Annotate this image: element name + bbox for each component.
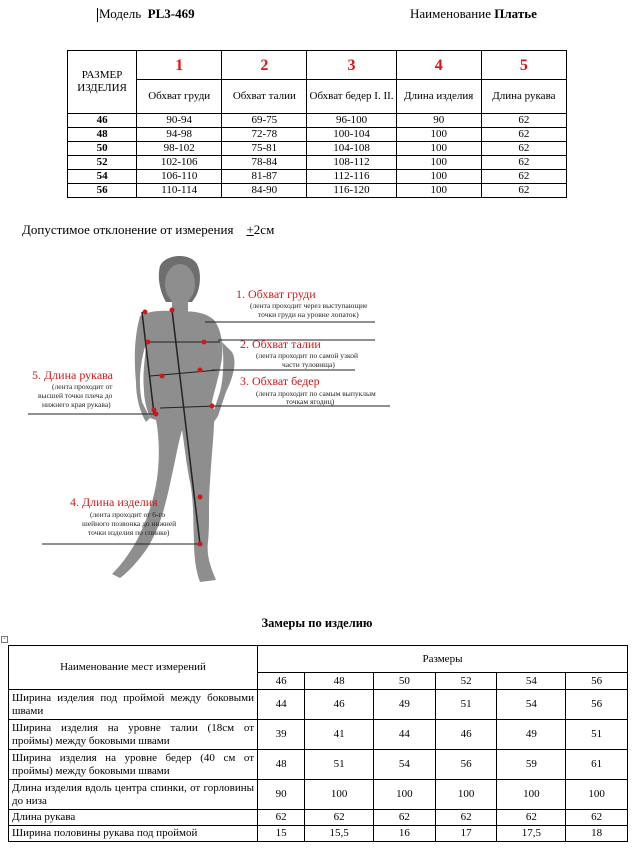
measure-name: Ширина изделия на уровне бедер (40 см от проймы) между боковыми швами [9,750,258,780]
value-cell: 104-108 [307,142,396,156]
table-move-handle-icon[interactable]: + [1,636,8,643]
col-num-5: 5 [481,51,566,80]
measure-name: Длина изделия вдоль центра спинки, от горловины до низа [9,780,258,810]
col-num-4: 4 [396,51,481,80]
size-corner-header [68,51,137,114]
plus-minus-sign: + [246,222,254,237]
label-length-note-2: шейного позвонка до нижней [82,519,177,528]
col-label-5: Длина рукава [481,80,566,114]
measure-value: 15,5 [305,826,374,842]
measure-value: 54 [497,690,566,720]
measure-value: 51 [435,690,497,720]
label-chest-note-2: точки груди на уровне лопаток) [258,310,359,319]
size-table [67,50,567,198]
measure-name: Длина рукава [9,810,258,826]
measure-value: 100 [566,780,628,810]
measure-value: 48 [258,750,305,780]
table-row [68,170,567,184]
name-value: Платье [494,6,537,21]
label-sleeve-note-1: (лента проходит от [52,382,113,391]
measure-value: 39 [258,720,305,750]
tolerance-text: Допустимое отклонение от измерения [22,222,234,237]
col-label-3: Обхват бедер I. II. [307,80,396,114]
col-label-2: Обхват талии [222,80,307,114]
measure-value: 17 [435,826,497,842]
value-cell: 112-116 [307,170,396,184]
label-waist-title: 2. Обхват талии [240,337,321,351]
col-num-1: 1 [137,51,222,80]
value-cell: 62 [481,156,566,170]
value-cell: 84-90 [222,184,307,198]
value-cell: 100 [396,184,481,198]
measure-value: 100 [497,780,566,810]
table-row [9,826,628,842]
measure-value: 100 [305,780,374,810]
label-waist-note-2: части туловища) [282,360,335,369]
garment-table-title: Замеры по изделию [261,616,373,630]
value-cell: 78-84 [222,156,307,170]
label-sleeve-note-2: высшей точки плеча до [38,391,113,400]
table-row [9,810,628,826]
measure-value: 46 [435,720,497,750]
table-row [68,142,567,156]
table-row [9,690,628,720]
table-row [9,720,628,750]
sizes-header: Размеры [258,646,628,673]
size-cell: 48 [68,128,137,142]
table-row [68,128,567,142]
table-row [68,156,567,170]
measure-name-header-text: Наименование мест измерений [60,661,206,673]
label-sleeve-note-3: нижнего края рукава) [42,400,111,409]
measure-value: 62 [566,810,628,826]
tolerance-value: 2см [253,222,275,237]
measure-value: 62 [497,810,566,826]
size-col-header: 56 [566,673,628,690]
measure-value: 46 [305,690,374,720]
label-hips-note-2: точкам ягодиц) [286,397,335,406]
measure-value: 62 [435,810,497,826]
measure-value: 51 [566,720,628,750]
measure-value: 54 [374,750,436,780]
measure-value: 49 [497,720,566,750]
size-cell: 56 [68,184,137,198]
label-chest-note-1: (лента проходит через выступающие [250,301,368,310]
size-col-header: 46 [258,673,305,690]
garment-measurements-table [8,645,628,842]
col-label-1: Обхват груди [137,80,222,114]
value-cell: 116-120 [307,184,396,198]
value-cell: 81-87 [222,170,307,184]
measure-value: 61 [566,750,628,780]
value-cell: 62 [481,184,566,198]
value-cell: 62 [481,170,566,184]
name-label: Наименование [410,6,491,21]
table-row [68,114,567,128]
value-cell: 102-106 [137,156,222,170]
measure-value: 41 [305,720,374,750]
measure-name-header [9,646,258,690]
size-col-header: 52 [435,673,497,690]
value-cell: 62 [481,142,566,156]
label-hips-title: 3. Обхват бедер [240,374,320,388]
size-col-header: 50 [374,673,436,690]
value-cell: 90 [396,114,481,128]
value-cell: 100 [396,170,481,184]
label-length-title: 4. Длина изделия [70,495,158,509]
value-cell: 75-81 [222,142,307,156]
product-name-header [410,6,537,22]
value-cell: 98-102 [137,142,222,156]
value-cell: 96-100 [307,114,396,128]
measure-value: 44 [374,720,436,750]
measure-value: 100 [435,780,497,810]
model-value: PL3-469 [147,6,195,21]
size-cell: 52 [68,156,137,170]
measure-name: Ширина изделия на уровне талии (18см от проймы) между боковыми швами [9,720,258,750]
value-cell: 72-78 [222,128,307,142]
measure-value: 56 [566,690,628,720]
measure-value: 15 [258,826,305,842]
label-length-note-3: точки изделия по спинке) [88,528,170,537]
measure-value: 100 [374,780,436,810]
value-cell: 106-110 [137,170,222,184]
text-cursor [97,8,98,22]
measure-value: 18 [566,826,628,842]
size-col-header: 54 [497,673,566,690]
label-hips-note-1: (лента проходит по самым выпуклым [256,389,376,398]
measure-value: 17,5 [497,826,566,842]
measure-value: 49 [374,690,436,720]
value-cell: 100 [396,156,481,170]
measure-value: 62 [374,810,436,826]
table-row [9,780,628,810]
size-cell: 54 [68,170,137,184]
value-cell: 100 [396,142,481,156]
table-row [68,184,567,198]
value-cell: 108-112 [307,156,396,170]
value-cell: 94-98 [137,128,222,142]
measure-value: 62 [258,810,305,826]
col-label-4: Длина изделия [396,80,481,114]
value-cell: 62 [481,128,566,142]
size-cell: 46 [68,114,137,128]
measure-value: 59 [497,750,566,780]
corner-text: РАЗМЕР ИЗДЕЛИЯ [77,69,127,94]
value-cell: 110-114 [137,184,222,198]
value-cell: 100-104 [307,128,396,142]
col-num-2: 2 [222,51,307,80]
value-cell: 62 [481,114,566,128]
measurement-figure [0,252,634,592]
model-label: Модель [99,6,142,21]
value-cell: 69-75 [222,114,307,128]
measure-value: 62 [305,810,374,826]
label-chest-title: 1. Обхват груди [236,287,316,301]
table-row [9,750,628,780]
model-header [99,6,195,22]
size-col-header: 48 [305,673,374,690]
tolerance-note [22,222,274,238]
value-cell: 90-94 [137,114,222,128]
label-length-note-1: (лента проходит от 6-го [90,510,166,519]
size-cell: 50 [68,142,137,156]
label-sleeve-title: 5. Длина рукава [32,368,113,382]
label-waist-note-1: (лента проходит по самой узкой [256,351,358,360]
measure-value: 90 [258,780,305,810]
col-num-3: 3 [307,51,396,80]
measure-value: 56 [435,750,497,780]
value-cell: 100 [396,128,481,142]
measure-value: 44 [258,690,305,720]
measure-name: Ширина половины рукава под проймой [9,826,258,842]
measure-name: Ширина изделия под проймой между боковыми швами [9,690,258,720]
measure-value: 51 [305,750,374,780]
measure-value: 16 [374,826,436,842]
